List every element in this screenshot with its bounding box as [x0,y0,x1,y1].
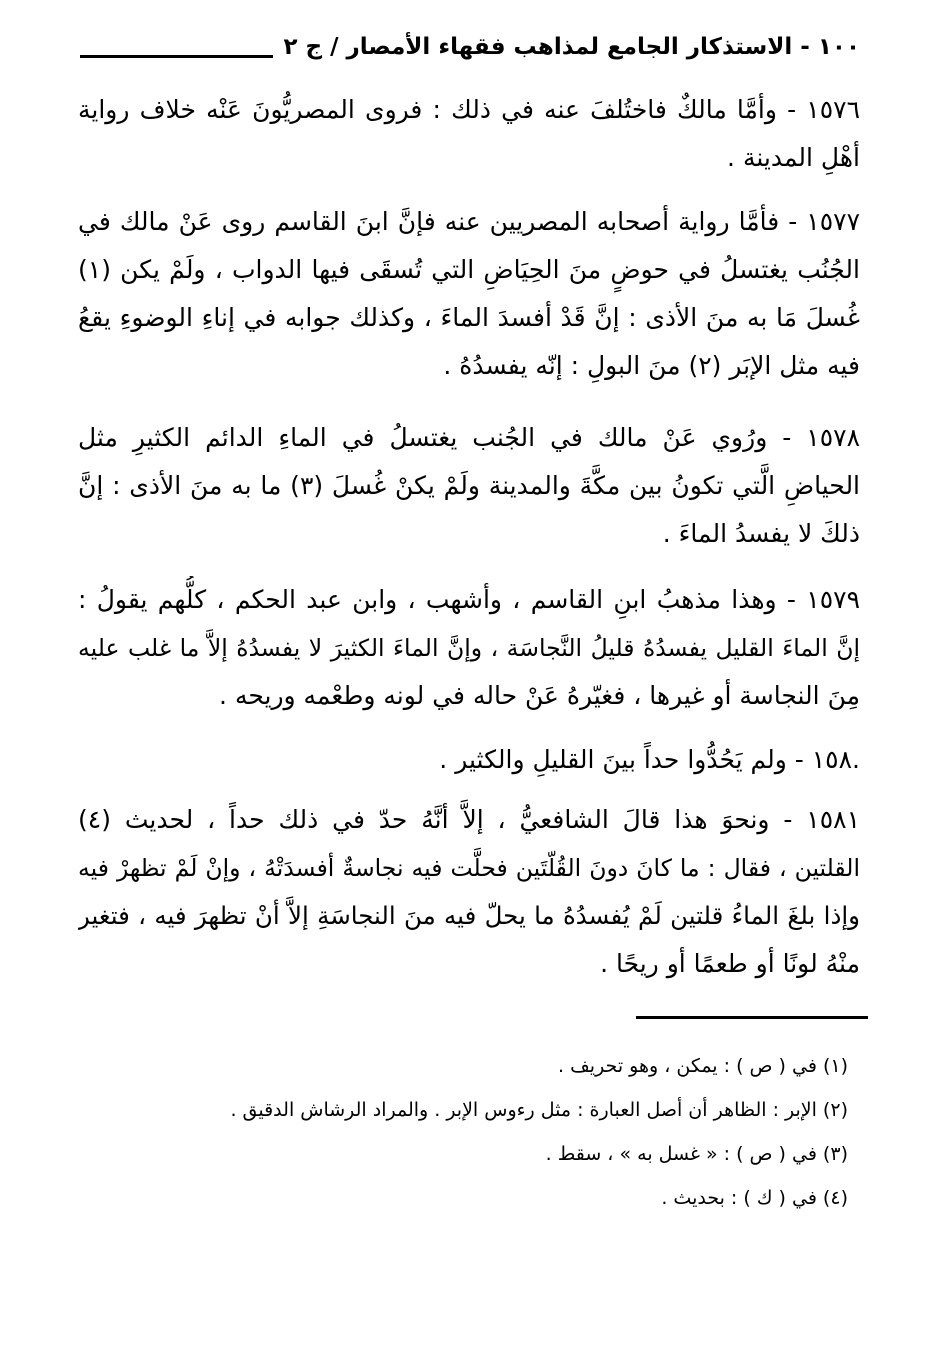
footnotes [88,1044,848,1220]
text-line: ١٥٧٨ - ورُوي عَنْ مالك في الجُنب يغتسلُ في الماءِ الدائم الكثيرِ مثل [78,423,860,452]
text-line: ١٥٨١ - ونحوَ هذا قالَ الشافعيُّ ، إلاَّ أنَّهُ حدّ في ذلك حداً ، لحديث (٤) [78,805,860,834]
text-line: وإذا بلغَ الماءُ قلتين لَمْ يُفسدُهُ ما يحلّ فيه منَ النجاسَةِ إلاَّ أنْ تظهرَ فيه ، فتغير [78,901,860,930]
paragraph-1576 [78,86,860,182]
footnote: (٤) في ( ك ) : بحديث . [661,1187,848,1209]
text-line: غُسلَ مَا به منَ الأذى : إنَّ قَدْ أفسدَ الماءَ ، وكذلك جوابه في إناءِ الوضوءِ يقعُ [78,303,860,332]
footnote: (٢) الإبر : الظاهر أن أصل العبارة : مثل رءوس الإبر . والمراد الرشاش الدقيق . [230,1099,848,1121]
text-line: .١٥٨ - ولم يَحُدُّوا حداً بينَ القليلِ والكثير . [439,745,860,774]
text-line: أهْلِ المدينة . [727,143,860,172]
running-title: ١٠٠ - الاستذكار الجامع لمذاهب فقهاء الأمصار / ج ٢ [283,34,860,60]
text-line: ذلكَ لا يفسدُ الماءَ . [662,519,860,548]
text-line: القلتين ، فقال : ما كانَ دونَ القُلّتَين فحلَّت فيه نجاسةٌ أفسدَتْهُ ، وإنْ لَمْ تظهرْ فيه [78,854,860,882]
paragraph-1577 [78,198,860,390]
page-header [80,30,860,64]
text-line: ١٥٧٦ - وأمَّا مالكٌ فاختُلفَ عنه في ذلك : فروى المصريُّونَ عَنْه خلاف رواية [78,95,860,124]
paragraph-1580 [78,736,860,784]
text-line: منْهُ لونًا أو طعمًا أو ريحًا . [600,949,860,978]
paragraph-1578 [78,414,860,558]
text-line: مِنَ النجاسة أو غيرها ، فغيّرهُ عَنْ حاله في لونه وطعْمه وريحه . [219,681,860,710]
footnote-separator [636,1016,868,1019]
text-line: ١٥٧٩ - وهذا مذهبُ ابنِ القاسم ، وأشهب ، وابن عبد الحكم ، كلُّهم يقولُ : [78,585,860,614]
text-line: الحياضِ الَّتي تكونُ بين مكَّةَ والمدينة ولَمْ يكنْ غُسلَ (٣) ما به منَ الأذى : إنَّ [78,471,860,500]
text-line: فيه مثل الإبَر (٢) منَ البولِ : إنّه يفسدُهُ . [443,351,860,380]
header-rule [80,55,273,58]
paragraph-1581 [78,796,860,988]
footnote: (١) في ( ص ) : يمكن ، وهو تحريف . [558,1055,848,1077]
text-line: الجُنُب يغتسلُ في حوضٍ منَ الحِيَاضِ التي تُسقَى فيها الدواب ، ولَمْ يكن (١) [78,255,860,284]
paragraph-1579 [78,576,860,720]
footnote: (٣) في ( ص ) : « غسل به » ، سقط . [545,1143,848,1165]
text-line: ١٥٧٧ - فأمَّا رواية أصحابه المصريين عنه فإنَّ ابنَ القاسم روى عَنْ مالك في [78,207,860,236]
text-line: إنَّ الماءَ القليل يفسدُهُ قليلُ النَّجاسَة ، وإنَّ الماءَ الكثيرَ لا يفسدُهُ إلاَّ ما غلب عليه [78,634,860,662]
